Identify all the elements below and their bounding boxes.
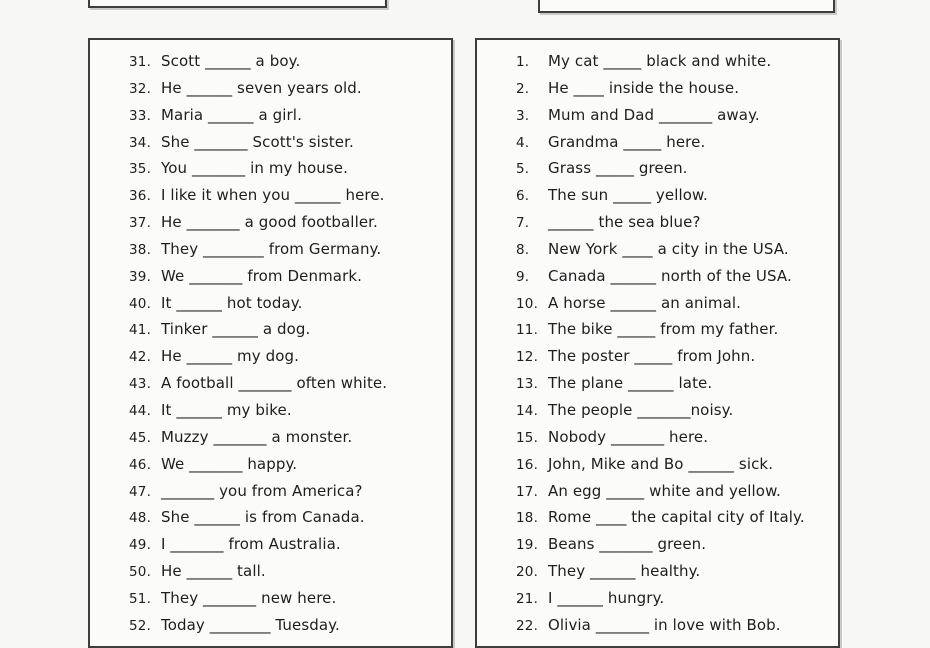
exercise-panel-left: [88, 38, 453, 648]
exercise-item: [129, 316, 445, 343]
item-number: 3.: [516, 107, 530, 124]
exercise-item: [516, 263, 832, 290]
item-text: We _______ from Denmark.: [161, 266, 363, 285]
item-number: 34.: [129, 134, 152, 151]
exercise-item: [516, 531, 832, 558]
exercise-item: [129, 263, 445, 290]
exercise-item: [129, 129, 445, 156]
item-text: Nobody _______ here.: [548, 427, 709, 446]
item-text: Rome ____ the capital city of Italy.: [548, 508, 805, 527]
item-number: 22.: [516, 617, 539, 634]
exercise-item: [516, 558, 832, 585]
item-text: He ______ tall.: [161, 562, 266, 581]
item-number: 46.: [129, 456, 152, 473]
item-number: 12.: [516, 349, 539, 366]
item-text: New York ____ a city in the USA.: [548, 239, 789, 258]
item-number: 33.: [129, 107, 152, 124]
item-number: 4.: [516, 134, 530, 151]
item-text: They ______ healthy.: [548, 562, 701, 581]
exercise-item: [516, 504, 832, 531]
item-text: Grandma _____ here.: [548, 132, 706, 151]
exercise-item: [516, 236, 832, 263]
item-number: 47.: [129, 483, 152, 500]
item-text: She _______ Scott's sister.: [161, 132, 354, 151]
item-number: 41.: [129, 322, 152, 339]
item-number: 8.: [516, 241, 530, 258]
item-text: She ______ is from Canada.: [161, 508, 365, 527]
item-text: _______ you from America?: [161, 481, 363, 500]
exercise-item: [516, 612, 832, 639]
item-text: The poster _____ from John.: [548, 347, 756, 366]
item-text: Muzzy _______ a monster.: [161, 427, 353, 446]
item-number: 48.: [129, 510, 152, 527]
exercise-item: [516, 397, 832, 424]
exercise-item: [129, 155, 445, 182]
exercise-panel-right: [475, 38, 840, 648]
header-box-left: [88, 0, 387, 8]
item-number: 19.: [516, 537, 539, 554]
exercise-item: [516, 155, 832, 182]
exercise-item: [129, 75, 445, 102]
item-text: I _______ from Australia.: [161, 535, 341, 554]
item-text: My cat _____ black and white.: [548, 52, 772, 70]
item-number: 39.: [129, 268, 152, 285]
item-number: 36.: [129, 188, 152, 205]
header-box-right: [538, 0, 835, 13]
item-text: It ______ my bike.: [161, 400, 292, 419]
item-text: John, Mike and Bo ______ sick.: [548, 454, 774, 473]
item-text: The plane ______ late.: [548, 374, 713, 393]
item-number: 7.: [516, 215, 530, 232]
exercise-item: [129, 290, 445, 317]
exercise-item: [129, 182, 445, 209]
item-number: 2.: [516, 80, 530, 97]
item-number: 43.: [129, 376, 152, 393]
item-number: 35.: [129, 161, 152, 178]
exercise-item: [129, 585, 445, 612]
item-text: It ______ hot today.: [161, 293, 303, 312]
item-text: He ______ seven years old.: [161, 78, 362, 97]
exercise-item: [129, 397, 445, 424]
exercise-item: [129, 236, 445, 263]
item-number: 50.: [129, 564, 152, 581]
item-text: I ______ hungry.: [548, 588, 665, 607]
item-number: 16.: [516, 456, 539, 473]
exercise-item: [516, 75, 832, 102]
exercise-item: [516, 102, 832, 129]
item-number: 15.: [516, 429, 539, 446]
item-number: 10.: [516, 295, 539, 312]
exercise-item: [516, 343, 832, 370]
item-text: He ____ inside the house.: [548, 78, 740, 97]
item-number: 42.: [129, 349, 152, 366]
exercise-item: [129, 451, 445, 478]
item-text: Canada ______ north of the USA.: [548, 266, 792, 285]
exercise-item: [516, 585, 832, 612]
item-text: He ______ my dog.: [161, 347, 299, 366]
item-number: 18.: [516, 510, 539, 527]
item-number: 49.: [129, 537, 152, 554]
item-number: 21.: [516, 590, 539, 607]
exercise-item: [129, 48, 445, 75]
item-text: He _______ a good footballer.: [161, 213, 378, 232]
exercise-item: [129, 531, 445, 558]
item-number: 17.: [516, 483, 539, 500]
item-number: 20.: [516, 564, 539, 581]
exercise-item: [516, 370, 832, 397]
exercise-list-left: [90, 40, 451, 639]
item-number: 51.: [129, 590, 152, 607]
exercise-item: [129, 558, 445, 585]
item-number: 13.: [516, 376, 539, 393]
exercise-item: [516, 316, 832, 343]
item-number: 31.: [129, 54, 152, 70]
item-text: The people _______noisy.: [548, 400, 734, 419]
exercise-item: [129, 478, 445, 505]
item-number: 9.: [516, 268, 530, 285]
exercise-item: [516, 451, 832, 478]
item-number: 37.: [129, 215, 152, 232]
exercise-item: [129, 102, 445, 129]
exercise-item: [516, 129, 832, 156]
exercise-item: [129, 370, 445, 397]
item-text: Maria ______ a girl.: [161, 105, 302, 124]
item-text: ______ the sea blue?: [548, 213, 701, 232]
item-text: Mum and Dad _______ away.: [548, 105, 760, 124]
item-text: Beans _______ green.: [548, 535, 707, 554]
exercise-list-right: [477, 40, 838, 639]
item-text: I like it when you ______ here.: [161, 186, 385, 205]
item-number: 11.: [516, 322, 539, 339]
item-text: The bike _____ from my father.: [548, 320, 779, 339]
item-number: 32.: [129, 80, 152, 97]
item-text: You _______ in my house.: [161, 159, 348, 178]
exercise-item: [129, 343, 445, 370]
exercise-item: [516, 424, 832, 451]
item-number: 38.: [129, 241, 152, 258]
item-text: Olivia _______ in love with Bob.: [548, 615, 781, 634]
item-text: Scott ______ a boy.: [161, 52, 301, 70]
item-number: 40.: [129, 295, 152, 312]
item-number: 52.: [129, 617, 152, 634]
exercise-item: [516, 182, 832, 209]
item-number: 5.: [516, 161, 530, 178]
item-text: A football _______ often white.: [161, 374, 388, 393]
item-text: A horse ______ an animal.: [548, 293, 742, 312]
item-text: Today ________ Tuesday.: [161, 615, 340, 634]
item-text: The sun _____ yellow.: [548, 186, 708, 205]
exercise-item: [129, 424, 445, 451]
item-text: Grass _____ green.: [548, 159, 688, 178]
item-text: An egg _____ white and yellow.: [548, 481, 781, 500]
exercise-item: [516, 290, 832, 317]
exercise-item: [129, 504, 445, 531]
item-number: 45.: [129, 429, 152, 446]
item-text: They _______ new here.: [161, 588, 337, 607]
item-number: 14.: [516, 402, 539, 419]
item-text: They ________ from Germany.: [161, 239, 382, 258]
item-number: 44.: [129, 402, 152, 419]
item-text: Tinker ______ a dog.: [161, 320, 311, 339]
exercise-item: [129, 209, 445, 236]
exercise-item: [516, 209, 832, 236]
item-text: We _______ happy.: [161, 454, 298, 473]
exercise-item: [516, 48, 832, 75]
exercise-item: [516, 478, 832, 505]
exercise-item: [129, 612, 445, 639]
item-number: 1.: [516, 54, 530, 70]
item-number: 6.: [516, 188, 530, 205]
